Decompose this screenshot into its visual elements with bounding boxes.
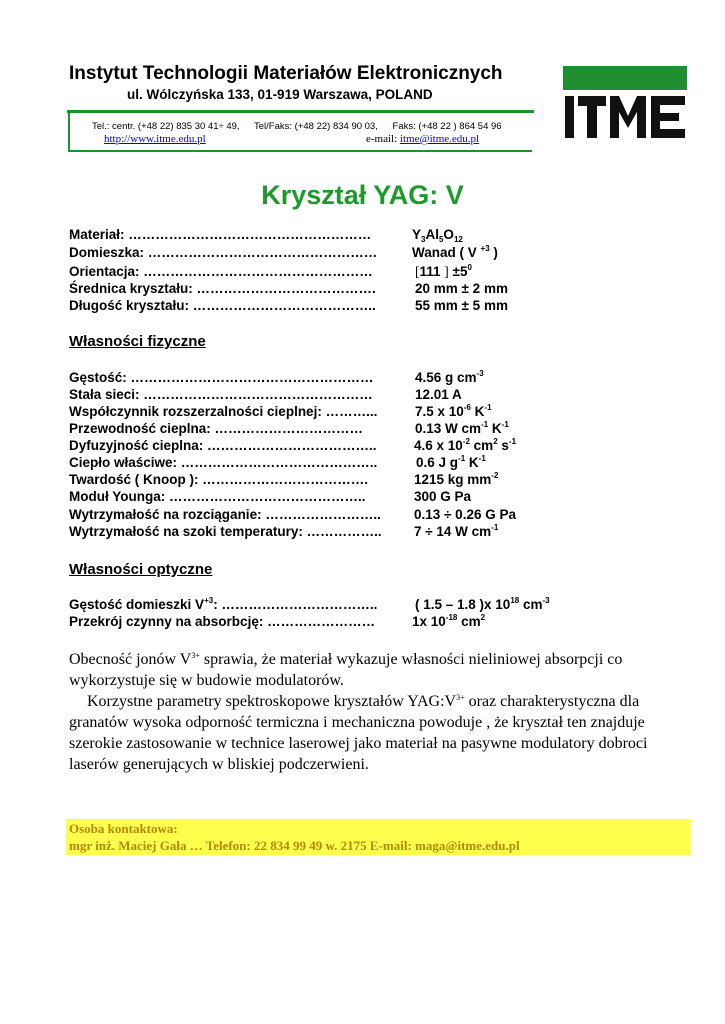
property-label: Gęstość: ………………………………………………	[69, 370, 374, 385]
property-label: Domieszka: ……………………………………………	[69, 245, 378, 260]
property-label: Długość kryształu: …………………………………..	[69, 298, 376, 313]
itme-logo	[563, 66, 687, 138]
contact-label: Osoba kontaktowa:	[69, 821, 178, 836]
email-line	[366, 133, 479, 145]
property-value: [111 ] $\pm 5^0$	[415, 263, 472, 279]
email-link[interactable]: itme@itme.edu.pl	[399, 133, 480, 145]
contact-details: mgr inż. Maciej Gała … Telefon: 22 834 99 49 w. 2175 E-mail: maga@itme.edu.pl	[69, 838, 520, 853]
property-label: Dyfuzyjność cieplna: ………………………………..	[69, 438, 377, 453]
description	[69, 649, 694, 775]
property-value: 55 mm ± 5 mm	[415, 298, 508, 313]
property-label: Przewodność cieplna: ……………………………	[69, 421, 364, 436]
tel-fax: Tel/Faks: (+48 22) 834 90 03,	[254, 121, 378, 132]
property-value: 1215 kg $mm^{-2}$	[414, 471, 499, 487]
property-label: Ciepło właściwe: ……………………………………..	[69, 455, 378, 470]
fax: Faks: (+48 22 ) 864 54 96	[392, 121, 502, 132]
institute-address: ul. Wólczyńska 133, 01-919 Warszawa, POLAND	[127, 87, 433, 102]
property-label: Twardość ( Knoop ): ……………………………….	[69, 472, 368, 487]
description-paragraph: Korzystne parametry spektroskopowe kryształów $YAG:V^{3+}$ oraz charakterystyczna dla granatów wysoka odporność termiczna i mechaniczna powoduje , że kryształ ten znajduje szerokie zastosowanie w technice laserowej jako materiał na pasywne modulatory dobroci laserów generujących w bliskiej podczerwieni.	[69, 693, 648, 773]
property-value: 300 G Pa	[414, 489, 472, 504]
property-label: Moduł Younga: ……………………………………..	[69, 489, 366, 504]
property-value: 12.01 A	[415, 387, 462, 402]
property-label: Średnica kryształu: ………………………………….	[69, 281, 376, 296]
property-value: 4.6 x $10^{-2}$ $cm^2$ $s^{-1}$	[414, 437, 517, 453]
phone-line	[92, 121, 514, 132]
property-label: Współczynnik rozszerzalności cieplnej: ………...	[69, 404, 378, 419]
property-value: 0.6 J $g^{-1}$ $K^{-1}$	[416, 454, 486, 470]
property-value: $Y_3Al_5O_{12}$	[412, 227, 463, 244]
description-paragraph: Obecność jonów $V^{3+}$ sprawia, że materiał wykazuje własności nieliniowej absorpcji co wykorzystuje się w budowie modulatorów.	[69, 651, 623, 689]
section-heading-physical: Własności fizyczne	[69, 333, 206, 350]
page-title: Kryształ YAG: V	[261, 180, 464, 210]
property-value: 7.5 x $10^{-6}$ $K^{-1}$	[415, 403, 492, 419]
email-label: e-mail:	[366, 133, 398, 145]
property-value: 1x $10^{-18}$ $cm^2$	[412, 613, 486, 629]
institute-name: Instytut Technologii Materiałów Elektronicznych	[69, 63, 503, 84]
tel-centr: Tel.: centr. (+48 22) 835 30 41÷ 49,	[92, 121, 240, 132]
property-value: 0.13 ÷ 0.26 G Pa	[414, 507, 516, 522]
property-value: 20 mm ± 2 mm	[415, 281, 508, 296]
property-label: Gęstość domieszki $V^{+3}$: ……………………………..	[69, 596, 378, 612]
property-label: Wytrzymałość na rozciąganie: ……………………..	[69, 507, 381, 522]
property-label: Przekrój czynny na absorbcję: ……………………	[69, 614, 376, 629]
property-label: Wytrzymałość na szoki temperatury: ……………..	[69, 524, 382, 539]
property-label: Orientacja: ……………………………………………	[69, 264, 373, 279]
property-label: Materiał: ………………………………………………	[69, 227, 372, 242]
section-heading-optical: Własności optyczne	[69, 561, 213, 578]
property-value: 0.13 W $cm^{-1}$ $K^{-1}$	[415, 420, 509, 436]
property-value: 7 ÷ 14 W $cm^{-1}$	[414, 523, 499, 539]
property-value: 4.56 g $cm^{-3}$	[415, 369, 484, 385]
website-link[interactable]: http://www.itme.edu.pl	[104, 133, 206, 145]
website-line	[104, 133, 206, 145]
property-value: Wanad ( V $^{+3}$ )	[412, 244, 498, 260]
property-label: Stała sieci: ……………………………………………	[69, 387, 373, 402]
property-value: ( 1.5 – 1.8 )x $10^{18}$ $cm^{-3}$	[415, 596, 550, 612]
